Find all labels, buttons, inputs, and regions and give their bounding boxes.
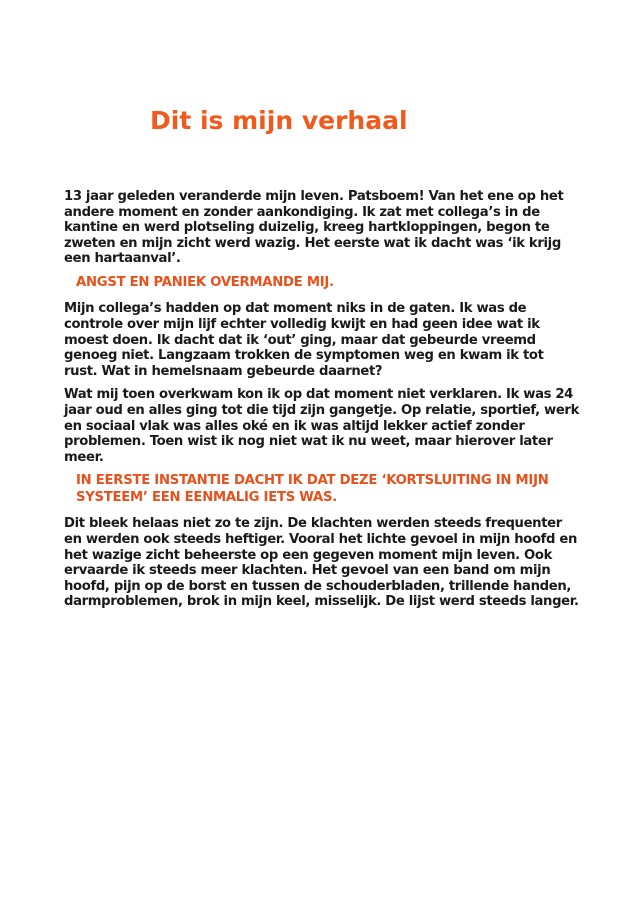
page-title: Dit is mijn verhaal	[150, 106, 408, 135]
paragraph-1: 13 jaar geleden veranderde mijn leven. Patsboem! Van het ene op het andere moment en zonder aankondiging. Ik zat met collega’s in de kantine en werd plotseling duizelig, kreeg hartkloppingen, begon te zweten en mijn zicht werd wazig. Het eerste wat ik dacht was ‘ik krijg een hartaanval’.	[64, 189, 564, 267]
paragraph-4: Dit bleek helaas niet zo te zijn. De klachten werden steeds frequenter en werden ook steeds heftiger. Vooral het lichte gevoel in mijn hoofd en het wazige zicht beheerste op een gegeven moment mijn leven. Ook ervaarde ik steeds meer klachten. Het gevoel van een band om mijn hoofd, pijn op de borst en tussen de schouderbladen, trillende handen, darmproblemen, brok in mijn keel, misselijk. De lijst werd steeds langer.	[64, 516, 579, 610]
paragraph-2: Mijn collega’s hadden op dat moment niks in de gaten. Ik was de controle over mijn lijf echter volledig kwijt en had geen idee wat ik moest doen. Ik dacht dat ik ‘out’ ging, maar dat gebeurde vreemd genoeg niet. Langzaam trokken de symptomen weg en kwam ik tot rust. Wat in hemelsnaam gebeurde daarnet?	[64, 301, 544, 379]
highlight-quote-1: ANGST EN PANIEK OVERMANDE MIJ.	[76, 274, 334, 290]
story-body	[64, 189, 580, 618]
highlight-quote-2: IN EERSTE INSTANTIE DACHT IK DAT DEZE ‘KORTSLUITING IN MIJN SYSTEEM’ EEN EENMALIG IETS WAS.	[76, 473, 549, 505]
paragraph-3: Wat mij toen overkwam kon ik op dat moment niet verklaren. Ik was 24 jaar oud en alles ging tot die tijd zijn gangetje. Op relatie, sportief, werk en sociaal vlak was alles oké en ik was altijd lekker actief zonder problemen. Toen wist ik nog niet wat ik nu weet, maar hierover later meer.	[64, 387, 579, 465]
